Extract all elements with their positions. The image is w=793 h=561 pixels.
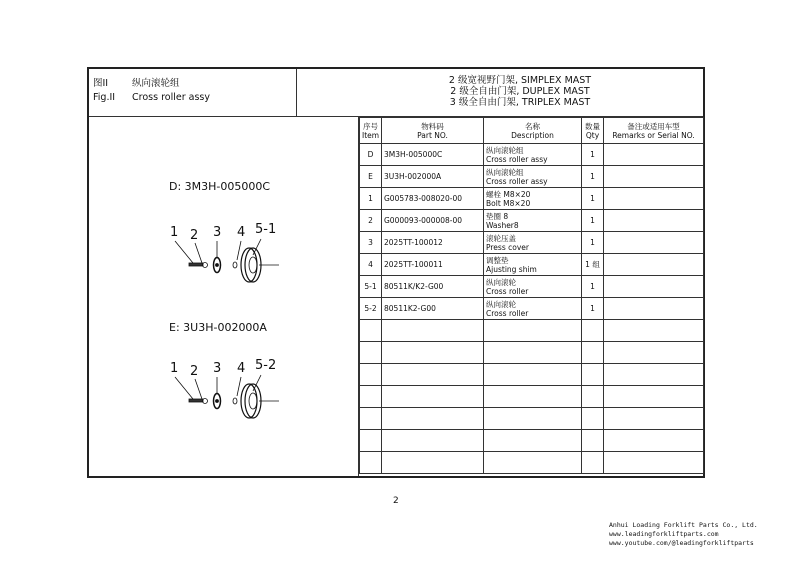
part-number: 2025TT-100012 (382, 232, 484, 254)
quantity: 1 (582, 276, 604, 298)
description-en: Cross roller assy (486, 176, 548, 186)
callout-e-5: 5-2 (255, 358, 277, 373)
description-cn: 垫圈 8 (486, 211, 509, 221)
exploded-view-drawing (89, 117, 357, 472)
blank-cell (604, 320, 704, 342)
blank-cell (582, 408, 604, 430)
description-cn: 螺栓 M8×20 (486, 189, 531, 199)
quantity: 1 (582, 210, 604, 232)
blank-cell (382, 320, 484, 342)
header-desc-en: Description (511, 130, 554, 140)
blank-cell (604, 452, 704, 474)
item-number: E (360, 166, 382, 188)
header-part-cn: 物料码 (421, 121, 444, 131)
description-en: Washer8 (486, 220, 519, 230)
description-en: Press cover (486, 242, 529, 252)
blank-cell (382, 430, 484, 452)
blank-cell (604, 386, 704, 408)
description-en: Cross roller assy (486, 154, 548, 164)
table-row (360, 166, 704, 188)
description-en: Cross roller (486, 308, 529, 318)
mast-types-cell (297, 69, 703, 117)
description-cn: 滚轮压盖 (486, 233, 516, 243)
blank-row (360, 452, 704, 474)
description-en: Cross roller (486, 286, 529, 296)
blank-cell (484, 386, 582, 408)
mast-type-duplex: 2 级全自由门架, DUPLEX MAST (450, 86, 590, 97)
blank-cell (382, 386, 484, 408)
blank-cell (360, 386, 382, 408)
blank-cell (382, 342, 484, 364)
figure-label: Fig.II (93, 92, 116, 103)
part-number: 3M3H-005000C (382, 144, 484, 166)
mast-type-triplex: 3 级全自由门架, TRIPLEX MAST (449, 97, 591, 108)
header-item-cn: 序号 (363, 121, 378, 131)
part-number: G000093-000008-00 (382, 210, 484, 232)
blank-row (360, 430, 704, 452)
footer-youtube: www.youtube.com/@leadingforkliftparts (609, 539, 754, 547)
blank-cell (382, 408, 484, 430)
diagram-label-e: E: 3U3H-002000A (169, 321, 267, 334)
callout-d-1: 1 (170, 225, 179, 240)
header-remarks-cn: 备注或适用车型 (627, 121, 680, 131)
remarks (604, 188, 704, 210)
quantity: 1 (582, 188, 604, 210)
parts-table (359, 117, 704, 474)
header-description (484, 118, 582, 144)
exploded-view-panel (89, 117, 359, 476)
blank-cell (604, 342, 704, 364)
description (484, 210, 582, 232)
header-remarks-en: Remarks or Serial NO. (612, 130, 695, 140)
header-part-no (382, 118, 484, 144)
description-cn: 调整垫 (486, 255, 509, 265)
description-en: Bolt M8×20 (486, 198, 531, 208)
callout-e-2: 2 (190, 364, 199, 379)
remarks (604, 210, 704, 232)
part-number: 80511K2-G00 (382, 298, 484, 320)
blank-row (360, 386, 704, 408)
diagram-label-d: D: 3M3H-005000C (169, 180, 271, 193)
quantity: 1 (582, 232, 604, 254)
header-qty (582, 118, 604, 144)
footer-website: www.leadingforkliftparts.com (609, 530, 719, 538)
blank-cell (360, 342, 382, 364)
quantity: 1 (582, 298, 604, 320)
remarks (604, 254, 704, 276)
description-cn: 纵向滚轮组 (486, 145, 524, 155)
description (484, 188, 582, 210)
quantity: 1 (582, 144, 604, 166)
table-row (360, 232, 704, 254)
header-item-en: Item (362, 130, 380, 140)
blank-cell (582, 342, 604, 364)
header-qty-en: Qty (585, 130, 600, 140)
table-row (360, 188, 704, 210)
blank-cell (360, 430, 382, 452)
header-part-en: Part NO. (417, 130, 448, 140)
figure-title-cn-row (93, 77, 296, 91)
blank-row (360, 320, 704, 342)
description (484, 166, 582, 188)
part-number: 80511K/K2-G00 (382, 276, 484, 298)
quantity: 1 (582, 166, 604, 188)
callout-e-1: 1 (170, 361, 179, 376)
header-qty-cn: 数量 (585, 121, 600, 131)
description (484, 298, 582, 320)
figure-code: 图II (93, 78, 109, 89)
blank-cell (582, 320, 604, 342)
remarks (604, 166, 704, 188)
page-number: 2 (393, 496, 399, 506)
blank-cell (582, 386, 604, 408)
figure-title-cn: 纵向滚轮组 (132, 78, 180, 89)
blank-cell (382, 452, 484, 474)
callout-d-5: 5-1 (255, 222, 277, 237)
blank-cell (484, 342, 582, 364)
figure-title-en: Cross roller assy (132, 92, 210, 103)
description (484, 254, 582, 276)
catalog-frame (87, 67, 705, 478)
description-cn: 纵向滚轮组 (486, 167, 524, 177)
remarks (604, 144, 704, 166)
blank-cell (360, 320, 382, 342)
remarks (604, 276, 704, 298)
item-number: 3 (360, 232, 382, 254)
blank-cell (604, 430, 704, 452)
figure-title-cell (89, 69, 297, 117)
description (484, 232, 582, 254)
blank-cell (484, 408, 582, 430)
item-number: 5-1 (360, 276, 382, 298)
blank-cell (582, 452, 604, 474)
blank-cell (604, 408, 704, 430)
header-item (360, 118, 382, 144)
blank-cell (360, 452, 382, 474)
table-row (360, 210, 704, 232)
blank-row (360, 342, 704, 364)
item-number: D (360, 144, 382, 166)
table-row (360, 254, 704, 276)
blank-cell (604, 364, 704, 386)
blank-cell (484, 320, 582, 342)
item-number: 2 (360, 210, 382, 232)
blank-row (360, 364, 704, 386)
table-row (360, 298, 704, 320)
description-cn: 纵向滚轮 (486, 299, 516, 309)
mast-type-simplex: 2 级宽视野门架, SIMPLEX MAST (448, 75, 592, 86)
callout-e-3: 3 (213, 361, 222, 376)
blank-cell (360, 364, 382, 386)
blank-cell (484, 430, 582, 452)
blank-cell (582, 364, 604, 386)
blank-cell (484, 452, 582, 474)
callout-d-4: 4 (237, 225, 246, 240)
part-number: G005783-008020-00 (382, 188, 484, 210)
remarks (604, 232, 704, 254)
description-cn: 纵向滚轮 (486, 277, 516, 287)
footer-company: Anhui Loading Forklift Parts Co., Ltd. (609, 521, 758, 529)
callout-e-4: 4 (237, 361, 246, 376)
quantity: 1 组 (582, 254, 604, 276)
callout-d-3: 3 (213, 225, 222, 240)
table-row (360, 276, 704, 298)
blank-cell (382, 364, 484, 386)
diagram-d-parts (175, 239, 279, 282)
description (484, 144, 582, 166)
blank-cell (360, 408, 382, 430)
callout-d-2: 2 (190, 228, 199, 243)
item-number: 4 (360, 254, 382, 276)
header-desc-cn: 名称 (525, 121, 540, 131)
table-row (360, 144, 704, 166)
blank-cell (582, 430, 604, 452)
description (484, 276, 582, 298)
footer (609, 521, 789, 548)
item-number: 1 (360, 188, 382, 210)
part-number: 3U3H-002000A (382, 166, 484, 188)
diagram-e-parts (175, 375, 279, 418)
blank-row (360, 408, 704, 430)
figure-title-en-row (93, 91, 296, 105)
part-number: 2025TT-100011 (382, 254, 484, 276)
description-en: Ajusting shim (486, 264, 537, 274)
item-number: 5-2 (360, 298, 382, 320)
header-remarks (604, 118, 704, 144)
remarks (604, 298, 704, 320)
parts-table-header (360, 118, 704, 144)
blank-cell (484, 364, 582, 386)
